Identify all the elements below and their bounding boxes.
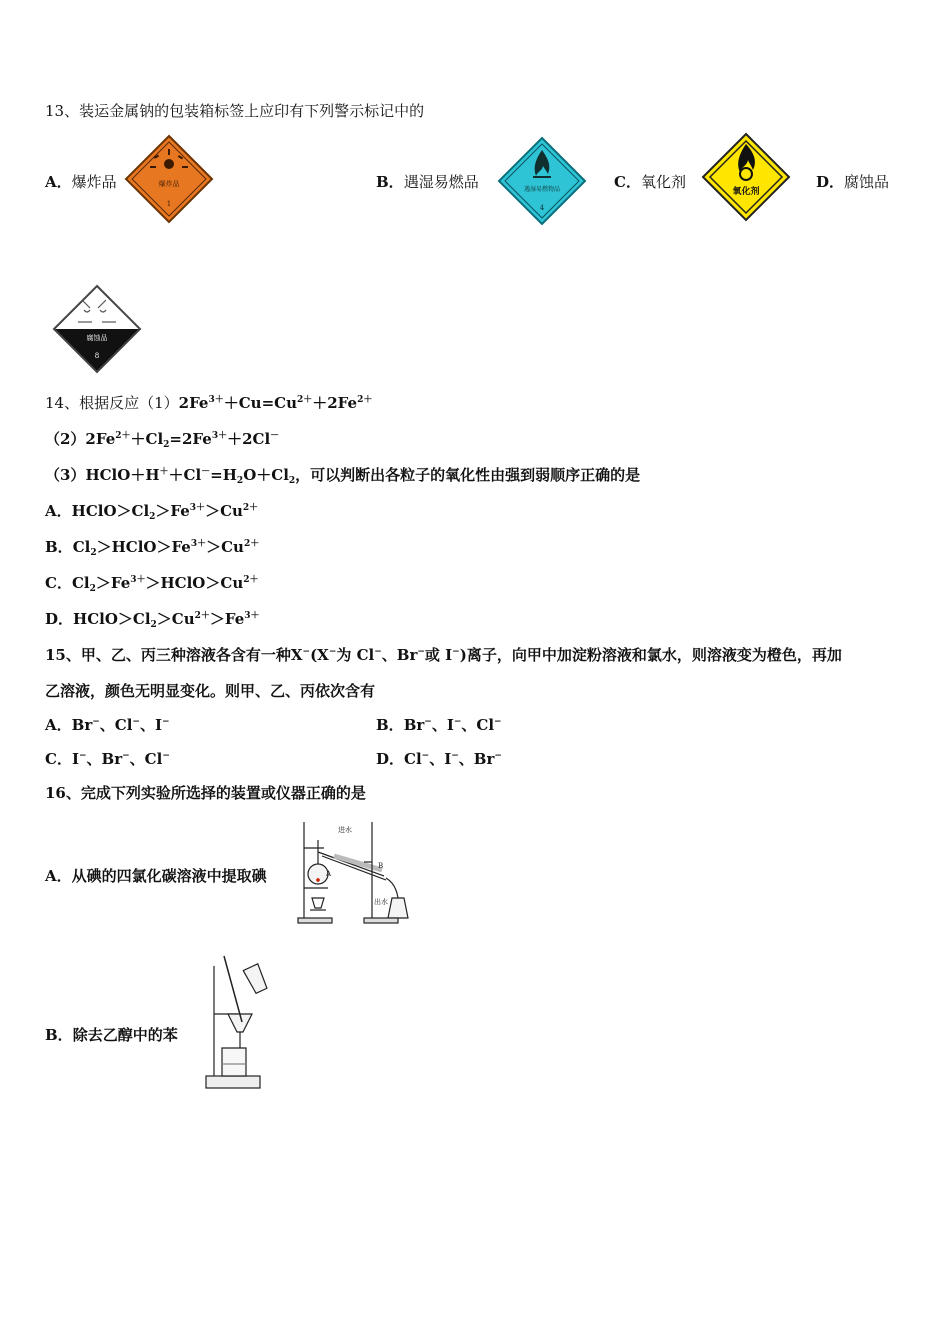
option-letter: C． [45,750,72,768]
option-text: 腐蚀品 [844,173,890,191]
label-a: A [326,870,332,878]
q16-stem: 16、完成下列实验所选择的装置或仪器正确的是 [45,784,366,802]
option-letter: A． [45,867,72,885]
option-letter: D． [816,173,845,191]
oxidizer-sign-icon [700,132,792,222]
q15-option-a[interactable]: A．Br−、Cl−、I− [45,716,170,734]
sign-number: 4 [539,204,545,212]
option-letter: D． [376,750,405,768]
q15-stem-line2: 乙溶液，颜色无明显变化。则甲、乙、丙依次含有 [45,682,376,700]
r3-tail: ，可以判断出各粒子的氧化性由强到弱顺序正确的是 [295,466,641,484]
q13-stem: 13、装运金属钠的包装箱标签上应印有下列警示标记中的 [45,102,425,120]
water-out-label: 出水 [374,898,388,906]
q15-option-d[interactable]: D．Cl−、I−、Br− [376,750,502,768]
sign-title: 腐蚀品 [86,334,108,342]
option-letter: A． [45,173,72,191]
explosive-sign-icon [124,134,214,224]
option-letter: C． [614,173,641,191]
option-letter: A． [45,502,72,520]
distillation-apparatus-icon [294,818,414,928]
corrosive-sign-icon [52,284,142,374]
option-letter: B． [376,716,404,734]
option-text: 爆炸品 [71,173,117,191]
sign-title: 遇湿易燃物品 [523,186,561,193]
option-letter: B． [376,173,404,191]
q13-option-b[interactable] [376,172,479,192]
label-b: B [378,862,384,870]
q14-option-b[interactable]: B．$Cl_2>HClO>Fe^{3+}>Cu^{2+}$ [45,538,260,558]
q16-option-a[interactable] [45,866,267,886]
q14-reaction-2: $(2)2Fe^{2+}+Cl_2=2Fe^{3+}+2Cl^-$ [45,430,280,450]
q13-option-c[interactable] [614,172,686,192]
q15-option-c[interactable]: C．I−、Br−、Cl− [45,750,170,768]
sign-number: 8 [94,352,100,360]
q15-stem-line1: 15、甲、乙、丙三种溶液各含有一种X−(X−为 Cl−、Br−或 I−)离子，向甲中加淀粉溶液和氯水，则溶液变为橙色，再加 [45,646,842,664]
q15-option-b[interactable]: B．Br−、I−、Cl− [376,716,502,734]
q14-reaction-3: $(3)HClO+H^++Cl^-=H_2O+Cl_2$，可以判断出各粒子的氧化性由强到弱顺序正确的是 [45,466,641,486]
option-text: 从碘的四氯化碳溶液中提取碘 [71,867,267,885]
option-letter: D． [45,610,74,628]
wet-flammable-sign-icon [497,136,587,226]
water-in-label: 进水 [338,826,352,834]
filtration-apparatus-icon [202,952,272,1094]
q15-stem-a: 15、甲、乙、丙三种溶液各含有一种 [45,646,291,664]
q15-stem-b: 离子，向甲中加淀粉溶液和氯水，则溶液变为橙色，再加 [466,646,842,664]
q13-option-a[interactable] [45,172,117,192]
q14-stem: 14、根据反应$(1)2Fe^{3+}+Cu=Cu^{2+}+2Fe^{2+}$ [45,394,373,412]
r3-prefix: （3） [45,466,86,484]
q14-option-a[interactable]: A．$HClO>Cl_2>Fe^{3+}>Cu^{2+}$ [45,502,259,522]
q14-stem-prefix: 14、根据反应（1） [45,394,179,412]
option-letter: C． [45,574,72,592]
sign-number: 1 [166,200,172,208]
option-text: 除去乙醇中的苯 [72,1026,178,1044]
sign-title: 氧化剂 [732,187,760,197]
q14-option-c[interactable]: C．$Cl_2>Fe^{3+}>HClO>Cu^{2+}$ [45,574,259,594]
option-letter: A． [45,716,72,734]
q14-option-d[interactable]: D．$HClO>Cl_2>Cu^{2+}>Fe^{3+}$ [45,610,260,630]
option-letter: B． [45,538,73,556]
option-text: 氧化剂 [640,173,686,191]
option-text: 遇湿易燃品 [403,173,479,191]
option-letter: B． [45,1026,73,1044]
sign-title: 爆炸品 [158,180,180,188]
q13-option-d[interactable] [816,172,889,192]
q16-option-b[interactable] [45,1025,178,1045]
